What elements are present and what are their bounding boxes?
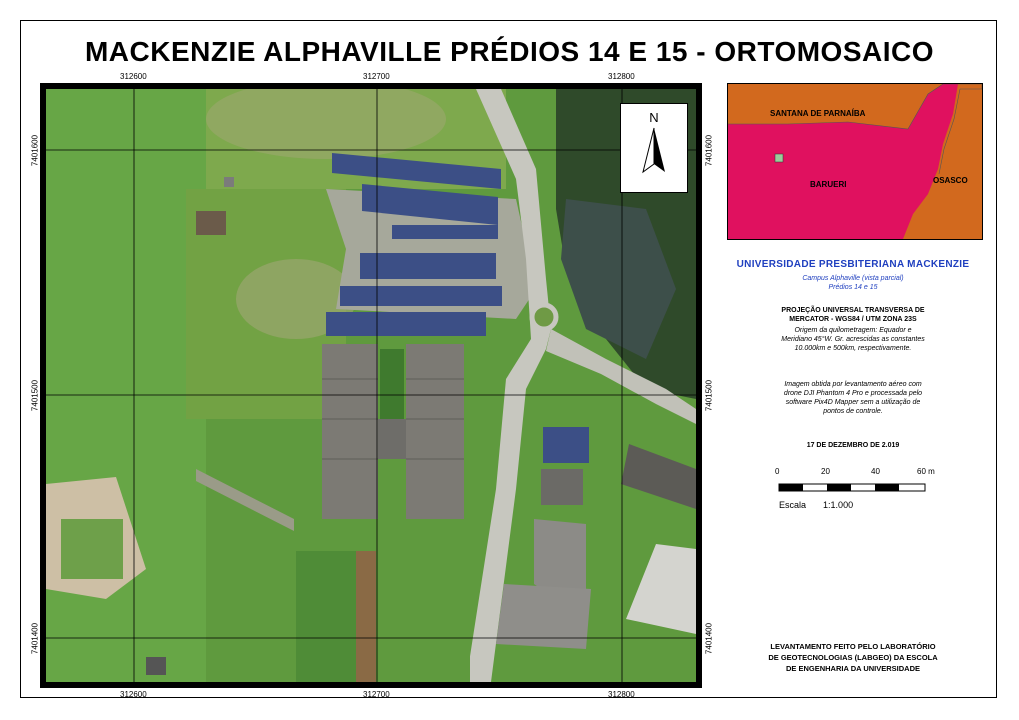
image-note-line-1: Imagem obtida por levantamento aéreo com bbox=[784, 381, 922, 388]
easting-label-bottom-2: 312700 bbox=[363, 690, 390, 699]
northing-label-left-2: 7401500 bbox=[30, 379, 40, 412]
campus-caption bbox=[722, 274, 984, 292]
northing-label-right-2: 7401500 bbox=[704, 379, 714, 412]
credits-line-1: LEVANTAMENTO FEITO PELO LABORATÓRIO bbox=[770, 642, 936, 651]
scale-tick-0: 0 bbox=[775, 467, 780, 476]
inset-location-map bbox=[727, 83, 983, 240]
compass-arrow-icon bbox=[621, 104, 687, 192]
projection-title-line-2: MERCATOR - WGS84 / UTM ZONA 23S bbox=[789, 316, 917, 323]
northing-label-right-1: 7401600 bbox=[704, 134, 714, 167]
projection-description bbox=[722, 326, 984, 353]
image-source-note bbox=[722, 380, 984, 416]
projection-body-line-3: 10.000km e 500km, respectivamente. bbox=[794, 345, 912, 352]
projection-title bbox=[722, 306, 984, 324]
projection-title-line-1: PROJEÇÃO UNIVERSAL TRANSVERSA DE bbox=[781, 307, 925, 314]
scale-tick-40: 40 bbox=[871, 467, 880, 476]
easting-label-top-3: 312800 bbox=[608, 72, 635, 81]
survey-date: 17 DE DEZEMBRO DE 2.019 bbox=[806, 442, 900, 449]
credits bbox=[722, 641, 984, 674]
campus-line-1: Campus Alphaville (vista parcial) bbox=[802, 275, 904, 282]
easting-label-top-2: 312700 bbox=[363, 72, 390, 81]
image-note-line-4: pontos de controle. bbox=[823, 408, 883, 415]
easting-label-top-1: 312600 bbox=[120, 72, 147, 81]
scale-bar-graphic bbox=[778, 482, 948, 496]
projection-body-line-2: Meridiano 45°W. Gr. acrescidas as constantes bbox=[781, 336, 925, 343]
north-arrow-label: N bbox=[649, 110, 659, 125]
scale-ratio-value: 1:1.000 bbox=[823, 500, 854, 510]
image-note-line-2: drone DJI Phantom 4 Pro e processada pelo bbox=[783, 390, 923, 397]
map-title: MACKENZIE ALPHAVILLE PRÉDIOS 14 E 15 - ORTOMOSAICO bbox=[84, 36, 935, 67]
scale-tick-20: 20 bbox=[821, 467, 830, 476]
credits-line-2: DE GEOTECNOLOGIAS (LABGEO) DA ESCOLA bbox=[768, 653, 938, 662]
image-note-line-3: software Pix4D Mapper sem a utilização de bbox=[785, 399, 921, 406]
northing-label-left-1: 7401600 bbox=[30, 134, 40, 167]
orthomosaic-frame bbox=[40, 83, 702, 688]
northing-label-right-3: 7401400 bbox=[704, 622, 714, 655]
inset-label-osasco: OSASCO bbox=[933, 176, 968, 185]
institution-name: UNIVERSIDADE PRESBITERIANA MACKENZIE bbox=[736, 259, 970, 270]
credits-line-3: DE ENGENHARIA DA UNIVERSIDADE bbox=[785, 664, 921, 673]
easting-label-bottom-1: 312600 bbox=[120, 690, 147, 699]
campus-line-2: Prédios 14 e 15 bbox=[828, 284, 878, 291]
north-arrow bbox=[620, 103, 688, 193]
inset-label-barueri: BARUERI bbox=[810, 180, 847, 189]
easting-label-bottom-3: 312800 bbox=[608, 690, 635, 699]
scale-ratio bbox=[779, 500, 853, 510]
projection-body-line-1: Origem da quilometragem: Equador e bbox=[794, 327, 912, 334]
orthomosaic-image bbox=[46, 89, 696, 682]
northing-label-left-3: 7401400 bbox=[30, 622, 40, 655]
scale-label: Escala bbox=[779, 500, 807, 510]
inset-label-santana: SANTANA DE PARNAÍBA bbox=[770, 109, 866, 118]
scale-tick-60: 60 m bbox=[917, 467, 935, 476]
